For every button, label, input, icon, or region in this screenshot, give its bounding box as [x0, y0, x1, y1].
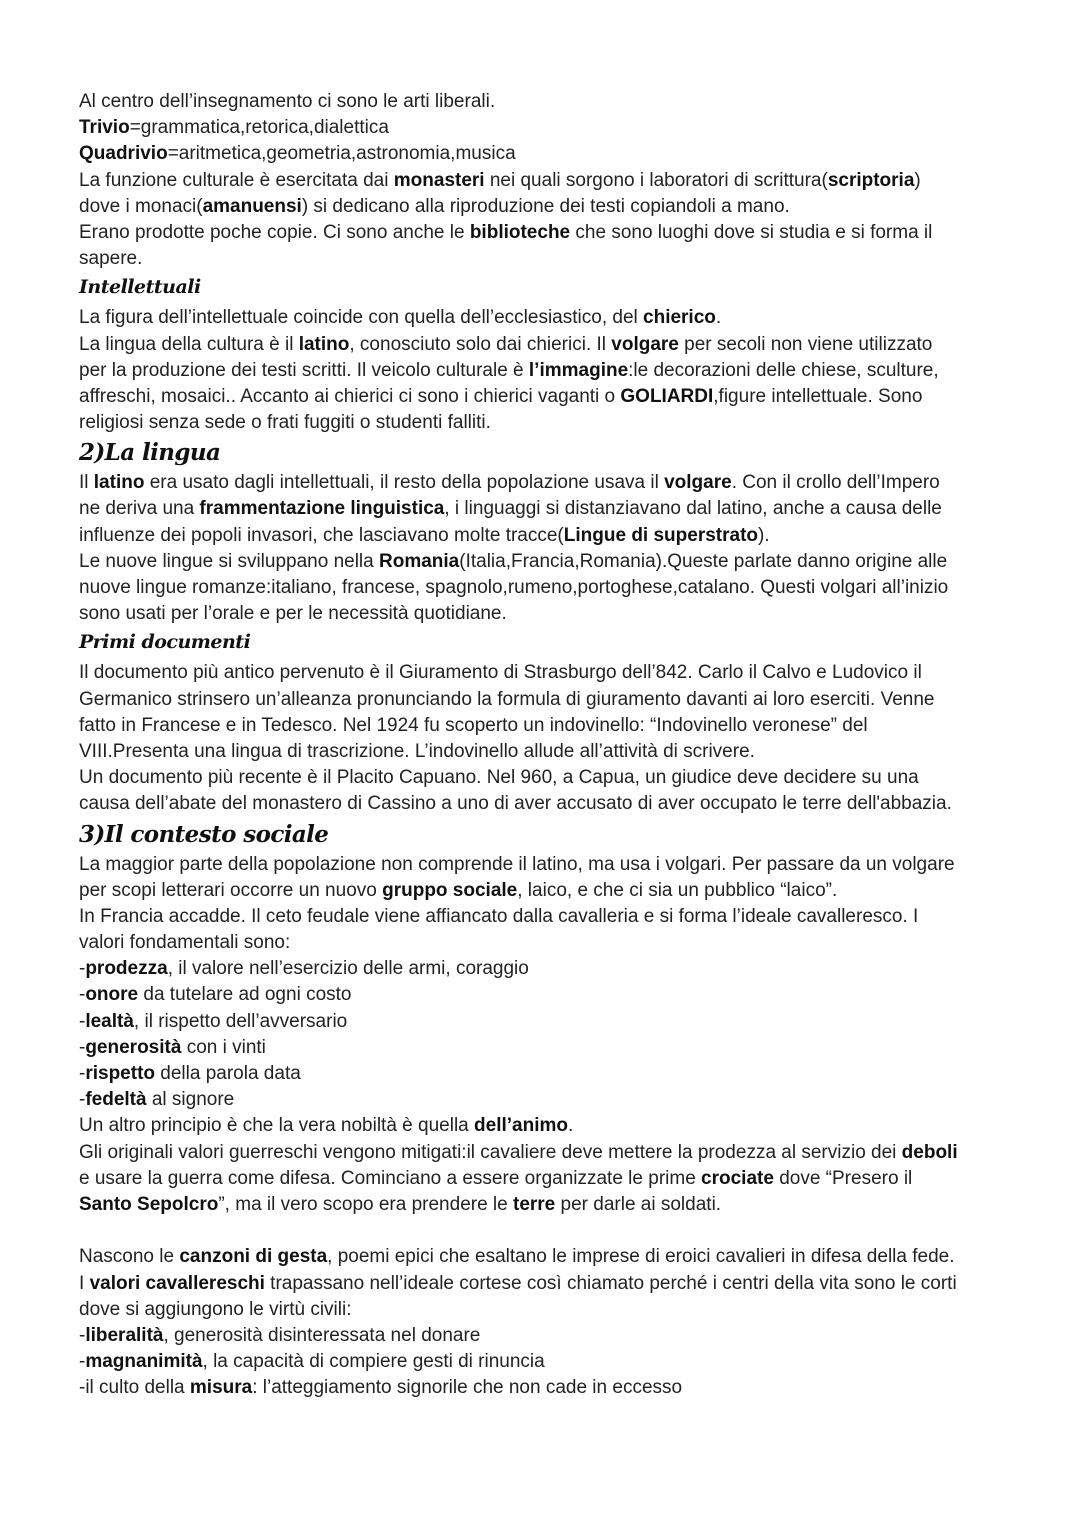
text-segment: sapere.	[79, 248, 143, 270]
bold-term: scriptoria	[827, 169, 915, 191]
subsection-heading: Primi documenti	[79, 631, 251, 654]
text-line	[79, 1323, 1019, 1349]
text-segment: , il valore nell’esercizio delle armi, coraggio	[167, 958, 529, 980]
text-segment: , poemi epici che esaltano le imprese di eroici cavalieri in difesa della fede.	[327, 1246, 955, 1268]
text-segment: Il documento più antico pervenuto è il Giuramento di Strasburgo dell’842. Carlo il Calvo e Ludovico il	[79, 662, 922, 684]
bold-term: generosità	[85, 1036, 182, 1058]
text-line	[79, 246, 1019, 272]
text-segment: Un documento più recente è il Placito Capuano. Nel 960, a Capua, un giudice deve decidere su una	[79, 767, 919, 789]
bold-term: misura	[189, 1377, 253, 1399]
text-segment: =grammatica,retorica,dialettica	[129, 117, 389, 139]
bold-term: GOLIARDI	[620, 385, 714, 407]
text-segment: , la capacità di compiere gesti di rinuncia	[202, 1351, 545, 1373]
bold-term: amanuensi	[202, 195, 302, 217]
paragraph-spacer	[79, 1218, 1019, 1244]
text-line	[79, 305, 1019, 331]
text-line	[79, 1166, 1019, 1192]
text-segment: dove i monaci(	[79, 195, 203, 217]
text-line	[79, 982, 1019, 1008]
text-segment: Il	[79, 472, 94, 494]
text-line	[79, 956, 1019, 982]
text-line	[79, 1009, 1019, 1035]
text-segment: Un altro principio è che la vera nobiltà è quella	[79, 1115, 475, 1137]
text-line	[79, 168, 1019, 194]
bold-term: rispetto	[85, 1063, 156, 1084]
bold-term: chierico	[643, 307, 716, 329]
bold-term: volgare	[664, 472, 732, 494]
text-segment: fatto in Francese e in Tedesco. Nel 1924 fu scoperto un indovinello: “Indovinello veronese” del	[79, 714, 868, 736]
text-segment: I	[79, 1272, 90, 1294]
text-segment: -il culto della	[79, 1377, 190, 1399]
text-line	[79, 713, 1019, 739]
bold-term: canzoni di gesta	[179, 1246, 328, 1268]
text-line	[79, 1192, 1019, 1218]
text-line	[79, 89, 1019, 115]
bold-term: crociate	[701, 1167, 774, 1189]
text-segment: Erano prodotte poche copie. Ci sono anche le	[79, 221, 470, 243]
text-line	[79, 332, 1019, 358]
text-segment: =aritmetica,geometria,astronomia,musica	[167, 143, 516, 165]
bold-term: frammentazione linguistica	[199, 498, 445, 520]
text-line	[79, 470, 1019, 496]
text-segment: religiosi senza sede o frati fuggiti o studenti falliti.	[79, 412, 491, 434]
text-segment: , i linguaggi si distanziavano dal latino, anche a causa delle	[444, 498, 942, 520]
text-segment: valori fondamentali sono:	[79, 932, 291, 954]
bold-term: latino	[93, 472, 145, 494]
text-segment: ,figure intellettuale. Sono	[713, 385, 923, 407]
text-segment: sono usati per l’orale e per le necessità quotidiane.	[79, 603, 507, 625]
text-segment: -	[79, 1036, 86, 1058]
text-line	[79, 1140, 1019, 1166]
text-segment: per secoli non viene utilizzato	[678, 333, 933, 355]
bold-term: latino	[298, 333, 350, 355]
text-segment: per scopi letterari occorre un nuovo	[79, 879, 383, 901]
text-segment: con i vinti	[181, 1036, 266, 1058]
text-line	[79, 687, 1019, 713]
bold-term: monasteri	[393, 169, 485, 191]
document-page	[79, 89, 1019, 1401]
bold-term: gruppo sociale	[382, 879, 518, 901]
text-line	[79, 660, 1019, 686]
section-heading: 3)Il contesto sociale	[79, 820, 329, 848]
text-line	[79, 220, 1019, 246]
text-line	[79, 1113, 1019, 1139]
text-line	[79, 739, 1019, 765]
text-segment: trapassano nell’ideale cortese così chiamato perché i centri della vita sono le corti	[264, 1272, 957, 1294]
text-line	[79, 791, 1019, 817]
text-segment: )	[914, 169, 921, 191]
text-segment: : l’atteggiamento signorile che non cade in eccesso	[252, 1377, 683, 1399]
text-line	[79, 601, 1019, 627]
text-line	[79, 1349, 1019, 1375]
text-segment: dove “Presero il	[773, 1167, 913, 1189]
text-segment: La maggior parte della popolazione non comprende il latino, ma usa i volgari. Per passare da un volgare	[79, 853, 955, 875]
text-line	[79, 1271, 1019, 1297]
text-segment: , generosità disinteressata nel donare	[163, 1324, 481, 1346]
text-line	[79, 549, 1019, 575]
text-segment: -	[79, 1351, 86, 1373]
text-segment: dove si aggiungono le virtù civili:	[79, 1298, 352, 1320]
text-line	[79, 1035, 1019, 1061]
text-line	[79, 1087, 1019, 1113]
text-segment: -	[79, 984, 86, 1006]
text-line	[79, 1375, 1019, 1401]
text-line	[79, 194, 1019, 220]
text-line	[79, 410, 1019, 436]
text-segment: al signore	[146, 1089, 235, 1111]
text-line	[79, 878, 1019, 904]
text-line	[79, 358, 1019, 384]
text-segment: -	[79, 1010, 86, 1032]
text-segment: -	[79, 1089, 86, 1111]
text-segment: , il rispetto dell’avversario	[133, 1010, 348, 1032]
text-line	[79, 115, 1019, 141]
text-segment: . Con il crollo dell’Impero	[731, 472, 940, 494]
text-segment: -	[79, 1063, 86, 1084]
text-segment: per la produzione dei testi scritti. Il veicolo culturale è	[79, 359, 529, 381]
text-segment: influenze dei popoli invasori, che lasciavano molte tracce(	[79, 524, 564, 546]
text-segment: -	[79, 1324, 86, 1346]
text-segment: VIII.Presenta una lingua di trascrizione. L’indovinello allude all’attività di scrivere.	[79, 740, 755, 762]
text-segment: e usare la guerra come difesa. Cominciano a essere organizzate le prime	[79, 1167, 702, 1189]
text-line	[79, 1244, 1019, 1270]
text-segment: Gli originali valori guerreschi vengono mitigati:il cavaliere deve mettere la prodezza al servizio dei	[79, 1141, 902, 1163]
section-heading: 2)La lingua	[79, 439, 221, 467]
bold-term: lealtà	[85, 1010, 134, 1032]
text-segment: da tutelare ad ogni costo	[138, 984, 352, 1006]
text-segment: Al centro dell’insegnamento ci sono le arti liberali.	[79, 91, 496, 112]
text-segment: per darle ai soldati.	[555, 1193, 722, 1215]
text-segment: La lingua della cultura è il	[79, 333, 299, 355]
bold-term: liberalità	[85, 1324, 164, 1346]
text-segment: Germanico strinsero un’alleanza pronunciando la formula di giuramento davanti ai loro eserciti. Venne	[79, 688, 935, 710]
text-segment: Le nuove lingue si sviluppano nella	[79, 550, 379, 572]
text-segment: .	[567, 1115, 574, 1137]
text-line	[79, 496, 1019, 522]
text-line	[79, 930, 1019, 956]
text-segment: della parola data	[155, 1063, 301, 1084]
bold-term: Santo Sepolcro	[79, 1193, 219, 1215]
text-line	[79, 904, 1019, 930]
bold-term: Lingue di superstrato	[563, 524, 759, 546]
text-segment: , laico, e che ci sia un pubblico “laico”.	[517, 879, 838, 901]
text-segment: .	[715, 307, 722, 329]
text-segment: ”, ma il vero scopo era prendere le	[218, 1193, 513, 1215]
bold-term: onore	[85, 984, 139, 1006]
text-segment: ne deriva una	[79, 498, 200, 520]
text-segment: ) si dedicano alla riproduzione dei testi copiandoli a mano.	[301, 195, 790, 217]
text-segment: nuove lingue romanze:italiano, francese, spagnolo,rumeno,portoghese,catalano. Questi volgari all’inizio	[79, 577, 949, 598]
bold-term: valori cavallereschi	[89, 1272, 265, 1294]
text-segment: affreschi, mosaici.. Accanto ai chierici ci sono i chierici vaganti o	[79, 385, 621, 407]
bold-term: Trivio	[79, 117, 130, 139]
text-line	[79, 1061, 1019, 1087]
bold-term: prodezza	[85, 958, 168, 980]
bold-term: Quadrivio	[79, 143, 168, 165]
text-segment: causa dell’abate del monastero di Cassino a uno di aver accusato di aver occupato le terre dell'abbazia.	[79, 793, 952, 815]
text-line	[79, 384, 1019, 410]
text-segment: era usato dagli intellettuali, il resto della popolazione usava il	[144, 472, 665, 494]
bold-term: biblioteche	[469, 221, 571, 243]
text-line	[79, 765, 1019, 791]
bold-term: l’immagine	[528, 359, 629, 381]
text-segment: (Italia,Francia,Romania).Queste parlate danno origine alle	[459, 550, 948, 572]
text-segment: che sono luoghi dove si studia e si forma il	[570, 221, 933, 243]
text-line	[79, 852, 1019, 878]
text-segment: La figura dell’intellettuale coincide con quella dell’ecclesiastico, del	[79, 307, 644, 329]
text-line	[79, 1297, 1019, 1323]
text-segment: Nascono le	[79, 1246, 180, 1268]
text-line	[79, 575, 1019, 601]
text-segment: -	[79, 958, 86, 980]
text-segment: In Francia accadde. Il ceto feudale viene affiancato dalla cavalleria e si forma l’ideale cavalleresco. I	[79, 905, 919, 927]
text-segment: nei quali sorgono i laboratori di scrittura(	[484, 169, 828, 191]
bold-term: deboli	[901, 1141, 958, 1163]
bold-term: fedeltà	[85, 1089, 147, 1111]
text-segment: :le decorazioni delle chiese, sculture,	[628, 359, 939, 381]
text-segment: ).	[758, 524, 770, 546]
text-line	[79, 523, 1019, 549]
subsection-heading: Intellettuali	[79, 276, 201, 299]
bold-term: volgare	[611, 333, 679, 355]
text-segment: , conosciuto solo dai chierici. Il	[349, 333, 612, 355]
bold-term: magnanimità	[85, 1351, 203, 1373]
bold-term: dell’animo	[474, 1115, 568, 1137]
text-segment: La funzione culturale è esercitata dai	[79, 169, 394, 191]
bold-term: terre	[513, 1193, 556, 1215]
text-line	[79, 141, 1019, 167]
bold-term: Romania	[379, 550, 460, 572]
